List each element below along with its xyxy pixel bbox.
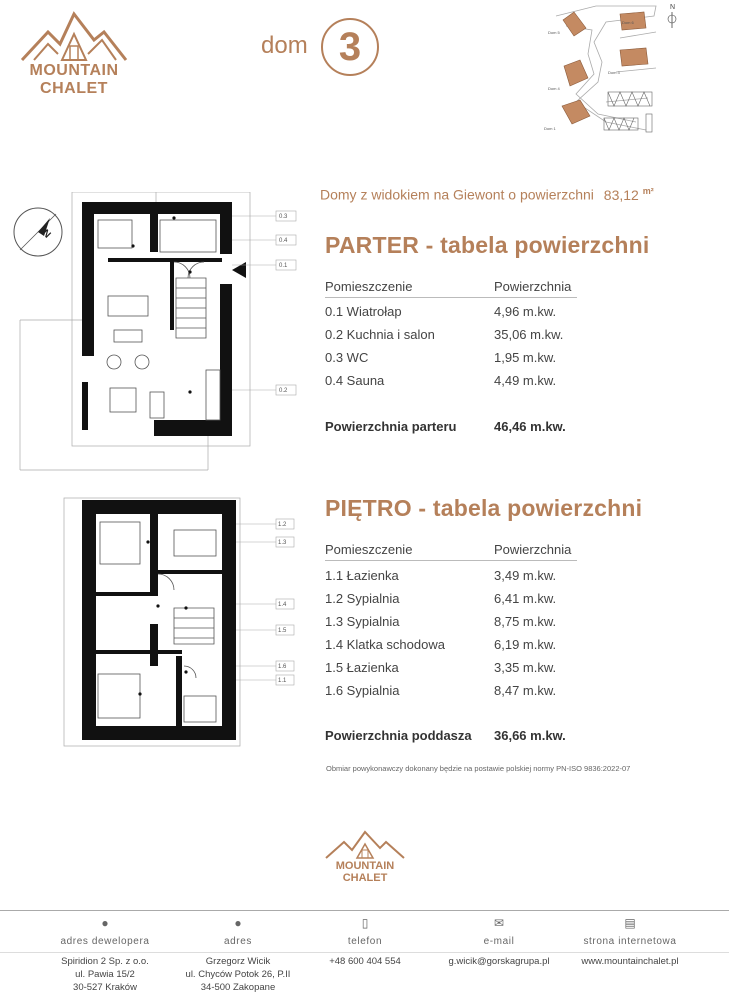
- table-row: [325, 610, 585, 633]
- pietro-col-area: Powierzchnia: [494, 542, 572, 557]
- pietro-total-value: 36,66 m.kw.: [494, 728, 566, 743]
- table-row: [325, 587, 585, 610]
- footer-brand-line1: MOUNTAIN: [335, 860, 395, 872]
- room-name: 1.3 Sypialnia: [325, 614, 400, 629]
- site-label-dom6: Dom 6: [622, 20, 634, 25]
- plan-label-1-6: 1.6: [278, 664, 287, 670]
- room-area: 3,35 m.kw.: [494, 660, 557, 675]
- site-label-dom4: Dom 4: [548, 86, 560, 91]
- room-area: 8,75 m.kw.: [494, 614, 557, 629]
- headline: [320, 186, 654, 203]
- room-name: 0.3 WC: [325, 350, 369, 365]
- footer-website-link[interactable]: www.mountainchalet.pl: [581, 956, 679, 967]
- table-row: [325, 323, 585, 346]
- site-label-dom5: Dom 5: [548, 30, 560, 35]
- table-row: [325, 633, 585, 656]
- footer-developer: [44, 912, 166, 994]
- room-name: 0.1 Wiatrołap: [325, 304, 402, 319]
- pietro-col-room: Pomieszczenie: [325, 542, 413, 557]
- room-area: 1,95 m.kw.: [494, 350, 557, 365]
- footer-website: [570, 912, 690, 968]
- headline-unit: m²: [642, 186, 654, 196]
- phone-icon: ▯: [361, 916, 369, 930]
- parter-total-value: 46,46 m.kw.: [494, 419, 566, 434]
- brand-name-line2: CHALET: [40, 80, 108, 97]
- site-label-dom3: Dom 3: [608, 70, 620, 75]
- house-5-roof: [563, 12, 586, 36]
- room-name: 0.4 Sauna: [325, 373, 385, 388]
- footer-address-label: adres: [223, 936, 252, 947]
- site-plan-map: [536, 2, 696, 142]
- house-4-roof: [564, 60, 588, 86]
- room-area: 4,49 m.kw.: [494, 373, 557, 388]
- table-row: [325, 346, 585, 369]
- pietro-title: PIĘTRO - tabela powierzchni: [325, 495, 643, 521]
- footer-developer-line3: 30-527 Kraków: [73, 982, 137, 993]
- upper-floor-plan: [62, 496, 302, 750]
- parter-col-area: Powierzchnia: [494, 279, 572, 294]
- footer-developer-line2: ul. Pawia 15/2: [75, 969, 135, 980]
- footer-developer-label: adres dewelopera: [60, 936, 150, 947]
- room-name: 1.4 Klatka schodowa: [325, 637, 445, 652]
- measurement-note: Obmiar powykonawczy dokonany będzie na postawie polskiej normy PN-ISO 9836:2022-07: [326, 764, 631, 773]
- plan-label-0-4: 0.4: [279, 238, 288, 244]
- house-number: 3: [321, 18, 379, 76]
- table-row: [325, 679, 585, 702]
- mountain-logo-icon: [18, 10, 130, 68]
- room-name: 1.1 Łazienka: [325, 568, 399, 583]
- footer-email-link[interactable]: g.wicik@gorskagrupa.pl: [448, 956, 550, 967]
- footer-email-label: e-mail: [483, 936, 515, 947]
- plan-label-1-5: 1.5: [278, 628, 287, 634]
- site-north-label: N: [670, 4, 676, 11]
- compass-icon: [14, 208, 62, 256]
- plan-label-0-1: 0.1: [279, 263, 288, 269]
- room-name: 1.6 Sypialnia: [325, 683, 400, 698]
- ground-floor-plan: [10, 192, 310, 474]
- footer-logo: [322, 830, 408, 886]
- parter-col-room: Pomieszczenie: [325, 279, 413, 294]
- footer-developer-line1: Spiridion 2 Sp. z o.o.: [61, 956, 149, 967]
- house-1-roof: [562, 100, 590, 124]
- footer-address-line1: Grzegorz Wicik: [205, 956, 271, 967]
- house-3-roof: [620, 48, 648, 66]
- headline-text: Domy z widokiem na Giewont o powierzchni: [320, 186, 594, 203]
- footer-label-divider: [0, 952, 729, 953]
- pietro-total-label: Powierzchnia poddasza: [325, 728, 472, 743]
- pietro-header-divider: [325, 560, 577, 561]
- plan-label-1-2: 1.2: [278, 522, 287, 528]
- mountain-logo-small-icon: [322, 830, 408, 860]
- footer-address-line2: ul. Chyców Potok 26, P.II: [185, 969, 291, 980]
- plan-label-1-1: 1.1: [278, 678, 287, 684]
- table-row: [325, 656, 585, 679]
- location-pin-icon: ●: [101, 916, 109, 930]
- plan-label-0-3: 0.3: [279, 214, 288, 220]
- table-row: [325, 300, 585, 323]
- room-area: 8,47 m.kw.: [494, 683, 557, 698]
- brand-name-line1: MOUNTAIN: [29, 62, 119, 79]
- house-label: dom: [261, 32, 308, 59]
- room-area: 4,96 m.kw.: [494, 304, 557, 319]
- footer-phone: [310, 912, 420, 968]
- room-area: 3,49 m.kw.: [494, 568, 557, 583]
- parter-total-label: Powierzchnia parteru: [325, 419, 457, 434]
- plan-label-1-4: 1.4: [278, 602, 287, 608]
- footer-address: [172, 912, 304, 994]
- footer-address-line3: 34-500 Zakopane: [200, 982, 276, 993]
- room-area: 6,41 m.kw.: [494, 591, 557, 606]
- footer-website-label: strona internetowa: [583, 936, 677, 947]
- room-name: 1.2 Sypialnia: [325, 591, 400, 606]
- room-area: 6,19 m.kw.: [494, 637, 557, 652]
- brand-logo: [18, 10, 130, 100]
- footer-divider: [0, 910, 729, 911]
- north-arrow-icon: [668, 4, 676, 28]
- location-pin-icon: ●: [234, 916, 242, 930]
- footer-phone-label: telefon: [347, 936, 383, 947]
- footer-brand-line2: CHALET: [342, 872, 388, 884]
- parter-header-divider: [325, 297, 577, 298]
- compass-label: N: [39, 227, 53, 241]
- room-name: 0.2 Kuchnia i salon: [325, 327, 435, 342]
- parter-title: PARTER - tabela powierzchni: [325, 232, 650, 258]
- site-label-dom1: Dom 1: [544, 126, 556, 131]
- plan-label-1-3: 1.3: [278, 540, 287, 546]
- plan-label-0-2: 0.2: [279, 388, 288, 394]
- table-row: [325, 564, 585, 587]
- footer-email: [436, 912, 562, 968]
- browser-window-icon: ▤: [624, 916, 636, 930]
- headline-area: 83,12: [603, 186, 639, 203]
- envelope-icon: ✉: [493, 916, 505, 930]
- footer-phone-link[interactable]: +48 600 404 554: [329, 956, 401, 967]
- room-name: 1.5 Łazienka: [325, 660, 399, 675]
- table-row: [325, 369, 585, 392]
- room-area: 35,06 m.kw.: [494, 327, 564, 342]
